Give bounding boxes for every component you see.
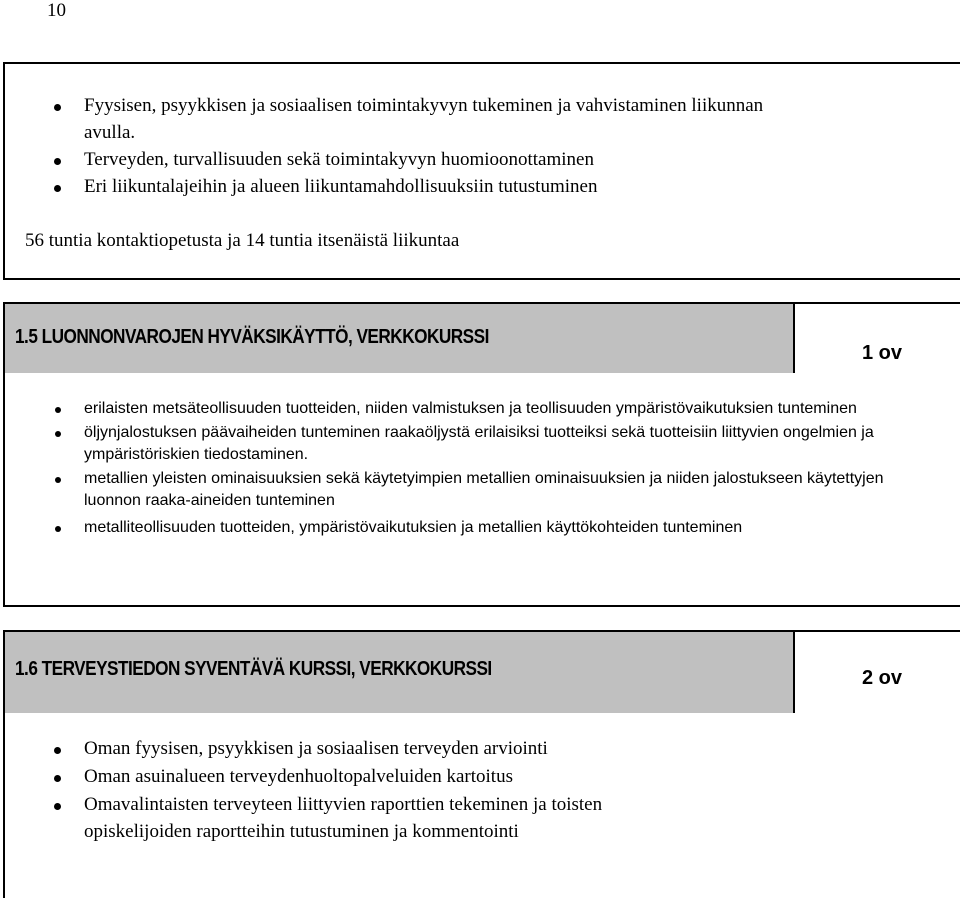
list-item: Oman fyysisen, psyykkisen ja sosiaalisen terveyden arviointi (5, 735, 705, 763)
list-item: Oman asuinalueen terveydenhuoltopalveluiden kartoitus (5, 763, 705, 791)
credits-cell (793, 304, 960, 373)
list-item: metallien yleisten ominaisuuksien sekä käytetyimpien metallien ominaisuuksien ja niiden jalostukseen käytettyjen luonnon raaka-aineiden tunteminen (5, 468, 940, 512)
credits-label: 2 ov (861, 667, 902, 689)
course-header-1-6 (3, 630, 960, 715)
list-item: Terveyden, turvallisuuden sekä toimintakyvyn huomioonottaminen (5, 146, 805, 173)
course-objectives-list (5, 398, 940, 539)
course-content-box-previous (3, 62, 960, 280)
objectives-list (5, 92, 805, 200)
list-item: erilaisten metsäteollisuuden tuotteiden, niiden valmistuksen ja teollisuuden ympäristövaikutuksien tunteminen (5, 398, 940, 420)
list-item: Eri liikuntalajeihin ja alueen liikuntamahdollisuuksiin tutustuminen (5, 173, 805, 200)
list-item: Omavalintaisten terveyteen liittyvien raporttien tekeminen ja toisten opiskelijoiden raportteihin tutustuminen ja kommentointi (5, 791, 705, 845)
course-title: 1.6 TERVEYSTIEDON SYVENTÄVÄ KURSSI, VERKKOKURSSI (15, 658, 492, 680)
course-objectives-list (5, 735, 705, 845)
list-item: öljynjalostuksen päävaiheiden tunteminen raakaöljystä erilaisiksi tuotteiksi sekä tuotteisiin liittyvien ongelmien ja ympäristöriskien tiedostaminen. (5, 422, 940, 466)
credits-label: 1 ov (861, 342, 902, 364)
course-title: 1.5 LUONNONVAROJEN HYVÄKSIKÄYTTÖ, VERKKOKURSSI (15, 326, 489, 348)
hours-note: 56 tuntia kontaktiopetusta ja 14 tuntia itsenäistä liikuntaa (25, 230, 460, 251)
list-item: Fyysisen, psyykkisen ja sosiaalisen toimintakyvyn tukeminen ja vahvistaminen liikunnan avulla. (5, 92, 805, 146)
course-header-1-5 (3, 302, 960, 375)
credits-cell (793, 632, 960, 713)
course-content-box-1-5 (3, 373, 960, 607)
page-number: 10 (47, 0, 66, 21)
course-content-box-1-6 (3, 713, 960, 898)
list-item: metalliteollisuuden tuotteiden, ympäristövaikutuksien ja metallien käyttökohteiden tunteminen (5, 517, 940, 539)
